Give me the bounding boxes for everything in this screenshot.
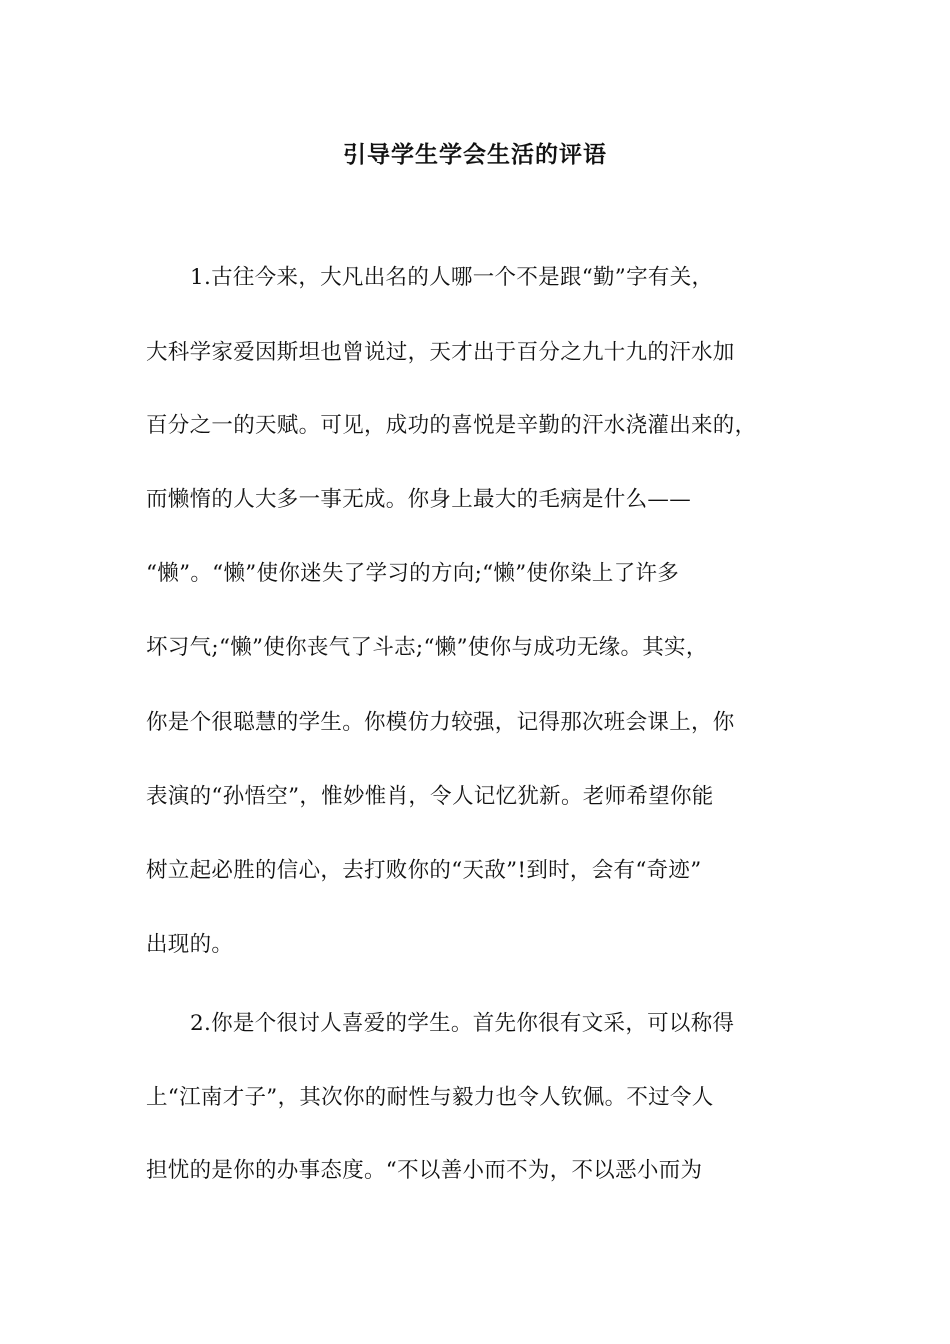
paragraph-line: 表演的“孙悟空”，惟妙惟肖，令人记忆犹新。老师希望你能 — [146, 784, 714, 809]
paragraph-line: 坏习气;“懒”使你丧气了斗志;“懒”使你与成功无缘。其实， — [146, 635, 708, 660]
paragraph-line: 担忧的是你的办事态度。“不以善小而不为，不以恶小而为 — [146, 1158, 703, 1183]
paragraph-line: 2.你是个很讨人喜爱的学生。首先你很有文采，可以称得 — [190, 1011, 735, 1036]
paragraph-line: 而懒惰的人大多一事无成。你身上最大的毛病是什么—— — [146, 487, 692, 512]
document-title: 引导学生学会生活的评语 — [343, 141, 607, 168]
paragraph-line: 百分之一的天赋。可见，成功的喜悦是辛勤的汗水浇灌出来的， — [146, 413, 757, 438]
paragraph-line: 大科学家爱因斯坦也曾说过，天才出于百分之九十九的汗水加 — [146, 340, 735, 365]
paragraph-line: 1.古往今来，大凡出名的人哪一个不是跟“勤”字有关， — [190, 265, 714, 290]
paragraph-line: 树立起必胜的信心，去打败你的“天敌”!到时，会有“奇迹” — [146, 858, 702, 883]
paragraph-line: 你是个很聪慧的学生。你模仿力较强，记得那次班会课上，你 — [146, 710, 735, 735]
paragraph-line: “懒”。“懒”使你迷失了学习的方向;“懒”使你染上了许多 — [146, 561, 680, 586]
paragraph-line: 上“江南才子”，其次你的耐性与毅力也令人钦佩。不过令人 — [146, 1085, 714, 1110]
paragraph-line: 出现的。 — [146, 932, 234, 957]
